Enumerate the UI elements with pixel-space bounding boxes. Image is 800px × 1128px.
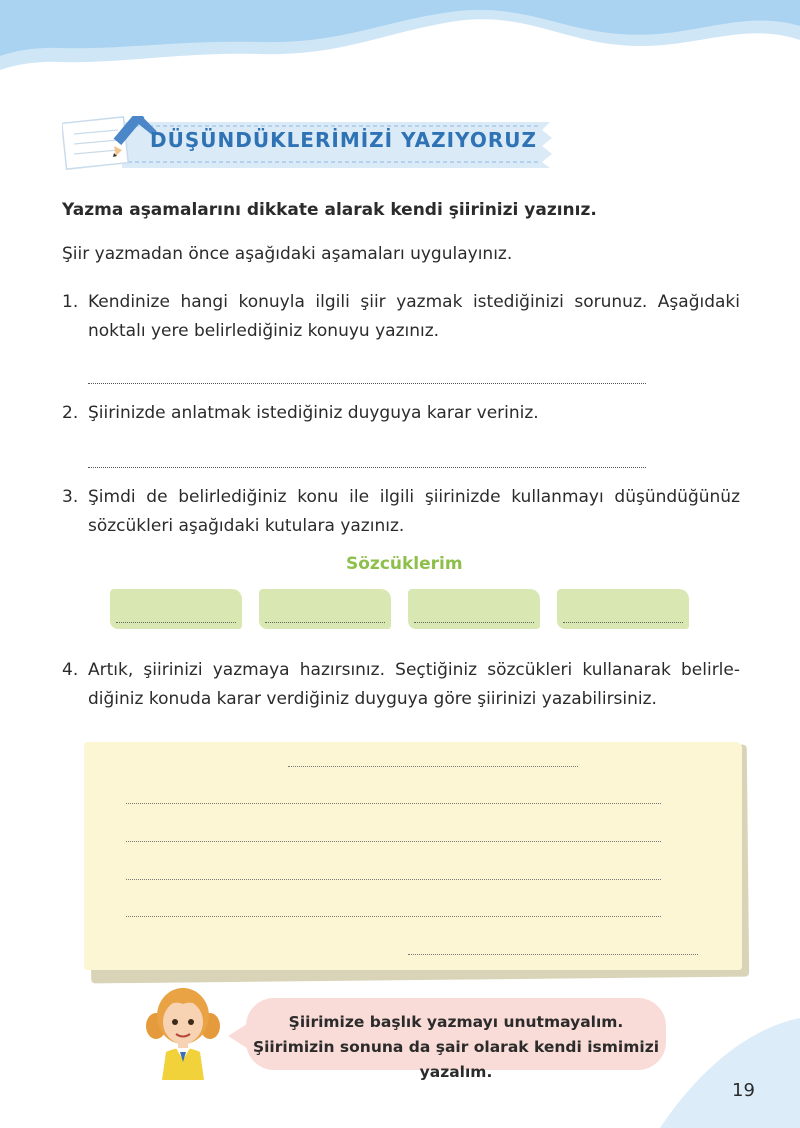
bottom-wave-decoration [660, 1018, 800, 1128]
words-box-title: Sözcüklerim [346, 554, 463, 574]
word-box-4[interactable] [557, 589, 689, 629]
word-box-2[interactable] [259, 589, 391, 629]
poet-name-line[interactable] [408, 954, 698, 955]
step-text: Kendinize hangi konuyla ilgili şiir yazmak istediğinizi sorunuz. Aşağıdaki noktalı yere belirlediğiniz konuyu yazınız. [88, 292, 740, 341]
step-number: 3. [62, 487, 79, 507]
step-number: 4. [62, 660, 79, 680]
poem-line-2[interactable] [126, 841, 661, 842]
notepad-icon [62, 117, 128, 169]
step-4 [62, 656, 740, 714]
step-1 [62, 288, 740, 346]
girl-character-illustration [140, 980, 226, 1080]
step-text: Artık, şiirinizi yazmaya hazırsınız. Seçtiğiniz sözcükleri kullanarak belirle- diğiniz konuda karar verdiğiniz duyguya göre şiirinizi yazabilirsiniz. [88, 660, 740, 709]
step-text: Şimdi de belirlediğiniz konu ile ilgili şiirinizde kullanmayı düşündüğünüz sözcükleri aşağıdaki kutulara yazınız. [88, 487, 740, 536]
step-number: 2. [62, 403, 79, 423]
intro-instruction: Şiir yazmadan önce aşağıdaki aşamaları uygulayınız. [62, 244, 513, 264]
poem-title-line[interactable] [288, 766, 578, 767]
step-text: Şiirinizde anlatmak istediğiniz duyguya karar veriniz. [88, 403, 539, 423]
page-number: 19 [732, 1080, 755, 1101]
section-title: DÜŞÜNDÜKLERİMİZİ YAZIYORUZ [150, 128, 537, 152]
poem-writing-area[interactable] [84, 742, 742, 970]
step-2 [62, 399, 740, 428]
feeling-answer-line[interactable] [88, 467, 646, 468]
main-instruction: Yazma aşamalarını dikkate alarak kendi şiirinizi yazınız. [62, 200, 597, 220]
topic-answer-line[interactable] [88, 383, 646, 384]
poem-line-1[interactable] [126, 803, 661, 804]
top-wave-decoration [0, 0, 800, 90]
word-box-1[interactable] [110, 589, 242, 629]
word-box-3[interactable] [408, 589, 540, 629]
poem-line-4[interactable] [126, 916, 661, 917]
speech-bubble-text: Şiirimize başlık yazmayı unutmayalım. Şiirimizin sonuna da şair olarak kendi ismimizi yazalım. [252, 1013, 660, 1081]
step-number: 1. [62, 292, 79, 312]
step-3 [62, 483, 740, 541]
poem-line-3[interactable] [126, 879, 661, 880]
